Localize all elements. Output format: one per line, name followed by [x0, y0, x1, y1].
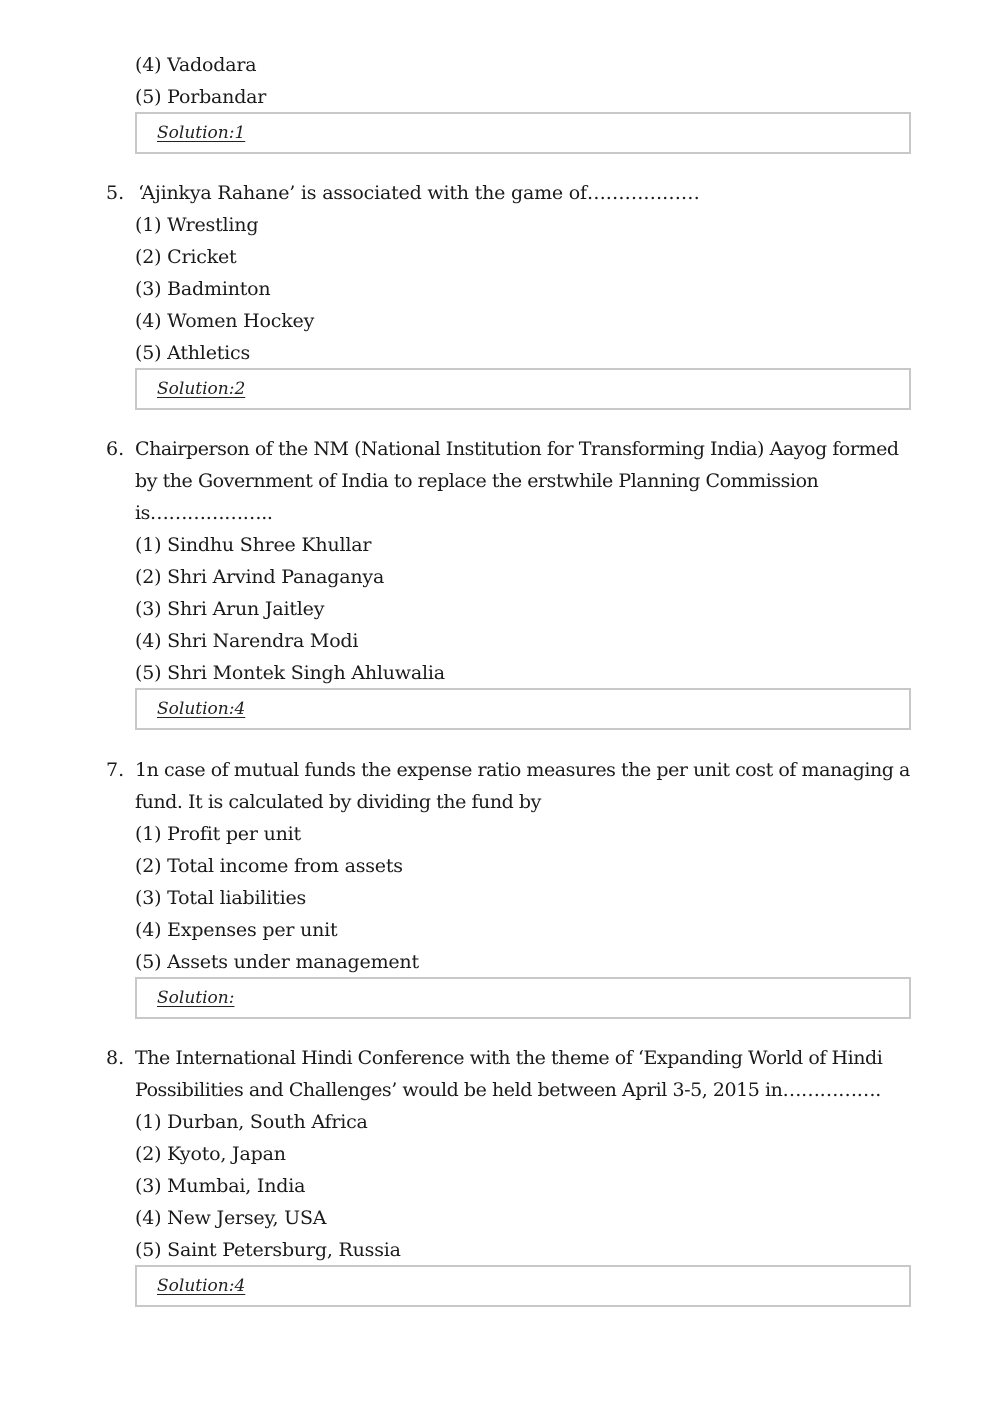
- option-line: (1) Profit per unit: [135, 823, 301, 845]
- solution-text: Solution:2: [157, 379, 246, 399]
- option-line: (5) Shri Montek Singh Ahluwalia: [135, 662, 445, 684]
- option-line: (1) Sindhu Shree Khullar: [135, 534, 372, 556]
- question-text: Chairperson of the NM (National Institution for Transforming India) Aayog formed by the Government of India to replace the erstwhile Planning Commission is………………..: [135, 438, 899, 524]
- option-line: (3) Badminton: [135, 278, 271, 300]
- option-line: (4) Vadodara: [135, 54, 257, 76]
- solution-box: [135, 688, 911, 730]
- option-line: (5) Athletics: [135, 342, 251, 364]
- option-line: (1) Wrestling: [135, 214, 259, 236]
- option-line: (1) Durban, South Africa: [135, 1111, 368, 1133]
- question-text: ‘Ajinkya Rahane’ is associated with the game of………………: [138, 182, 700, 204]
- option-line: (5) Porbandar: [135, 86, 267, 108]
- option-line: (4) Shri Narendra Modi: [135, 630, 359, 652]
- solution-text: Solution:: [157, 988, 235, 1008]
- question-number: 6.: [106, 438, 125, 460]
- option-line: (2) Kyoto, Japan: [135, 1143, 286, 1165]
- solution-box: [135, 1265, 911, 1307]
- solution-text: Solution:4: [157, 1276, 246, 1296]
- option-line: (4) Expenses per unit: [135, 919, 338, 941]
- option-line: (3) Shri Arun Jaitley: [135, 598, 325, 620]
- solution-box: [135, 112, 911, 154]
- option-line: (2) Total income from assets: [135, 855, 403, 877]
- option-line: (4) New Jersey, USA: [135, 1207, 327, 1229]
- question-number: 7.: [106, 759, 125, 781]
- option-line: (5) Assets under management: [135, 951, 419, 973]
- option-line: (3) Mumbai, India: [135, 1175, 306, 1197]
- option-line: (2) Shri Arvind Panaganya: [135, 566, 385, 588]
- option-line: (3) Total liabilities: [135, 887, 307, 909]
- question-number: 8.: [106, 1047, 125, 1069]
- solution-text: Solution:1: [157, 123, 246, 143]
- question-number: 5.: [106, 182, 125, 204]
- solution-text: Solution:4: [157, 699, 246, 719]
- option-line: (2) Cricket: [135, 246, 237, 268]
- option-line: (5) Saint Petersburg, Russia: [135, 1239, 401, 1261]
- question-text: 1n case of mutual funds the expense ratio measures the per unit cost of managing a fund. It is calculated by dividing the fund by: [135, 759, 910, 813]
- solution-box: [135, 977, 911, 1019]
- question-text: The International Hindi Conference with the theme of ‘Expanding World of Hindi Possibilities and Challenges’ would be held between April 3-5, 2015 in…………….: [135, 1047, 883, 1101]
- option-line: (4) Women Hockey: [135, 310, 315, 332]
- solution-box: [135, 368, 911, 410]
